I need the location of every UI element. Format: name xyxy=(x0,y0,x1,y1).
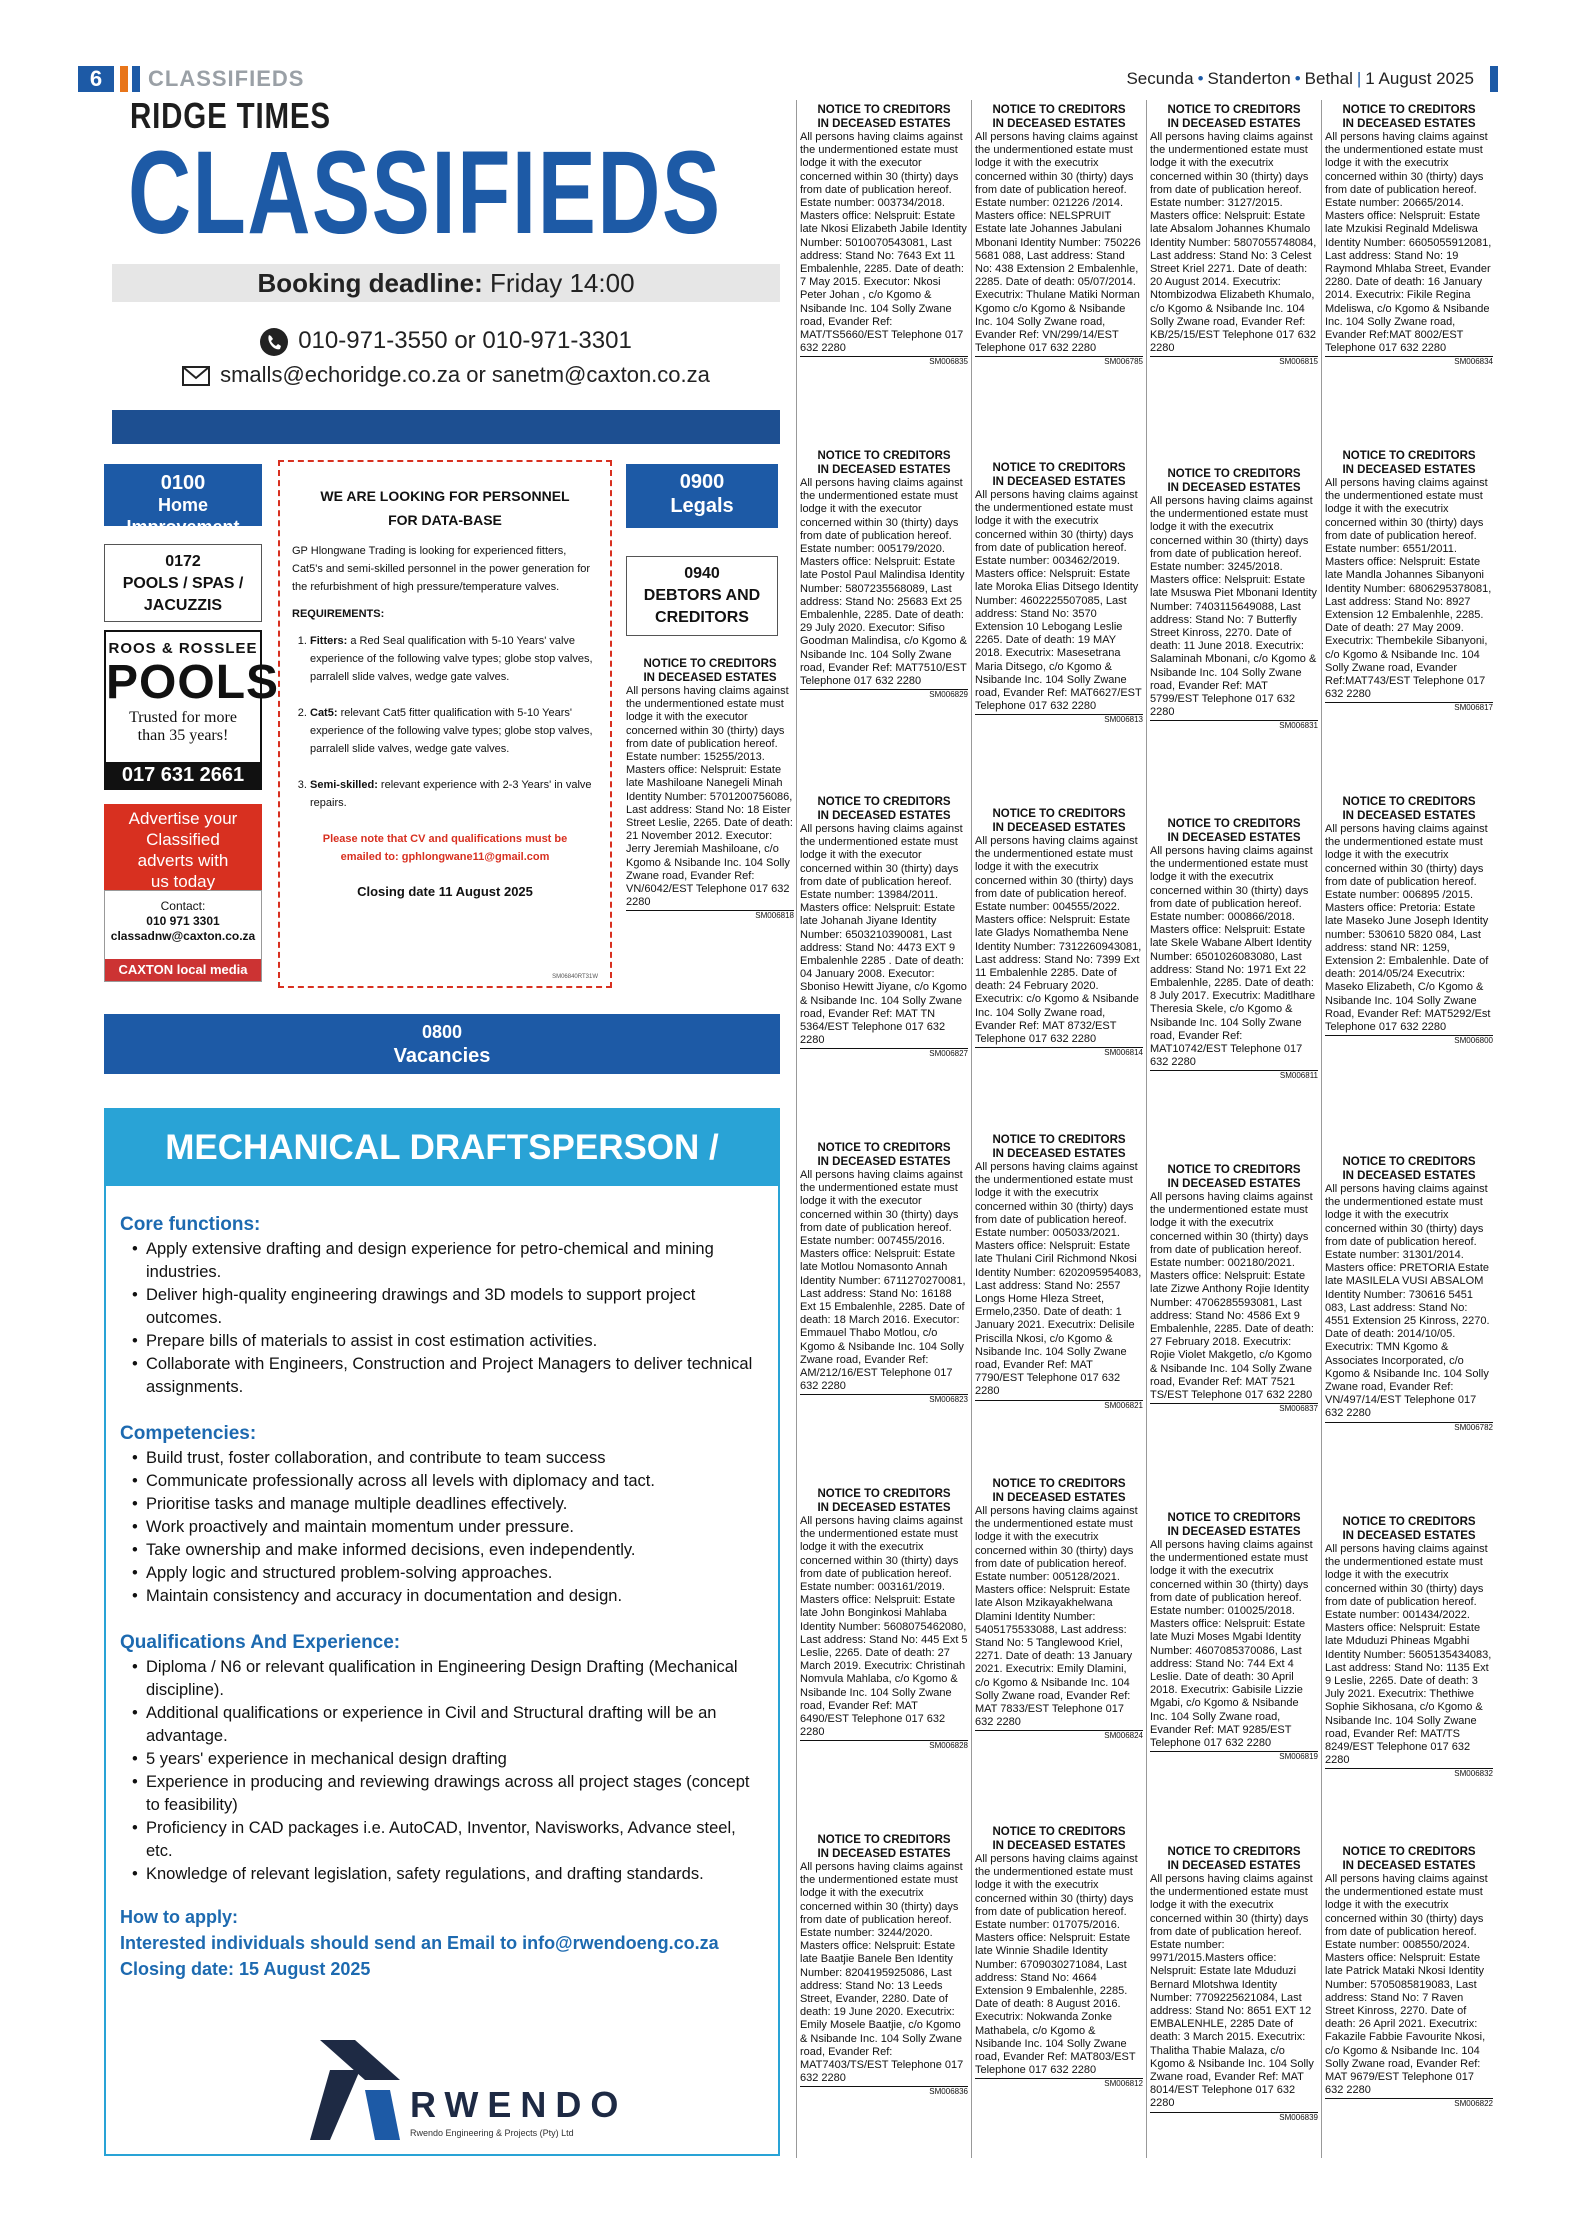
creditor-notice xyxy=(975,1134,1143,1411)
notice-text: All persons having claims against the undermentioned estate must lodge it with the executrix concerned within 30 (thirty) days from date of publication hereof. Estate number: 021226 /2014. Masters office: NELSPRUIT Estate late Johannes Jabulani Mbonani Identity Number: 750226 5681 088, Last address: Stand No: 438 Extension 2 Embalenhle, 2285. Date of death: 05/07/2014. Executrix: Thulane Matiki Norman Kgomo c/o Kgomo & Nsibande Inc. 104 Solly Zwane road, Evander Ref: VN/299/14/EST Telephone 017 632 2280 xyxy=(975,131,1141,355)
notice-text: All persons having claims against the undermentioned estate must lodge it with the executrix concerned within 30 (thirty) days from date of publication hereof. Estate number: 008550/2024. Masters office: Nelspruit: Estate late Patrick Mataki Nkosi Identity Number: 5705085819083, Last address: Stand No: 7 Raven Street Kinross, 2270. Date of death: 26 April 2021. Executrix: Fakazile Fabbie Favourite Nkosi, c/o Kgomo & Nsibande Inc. 104 Solly Zwane road, Evander Ref: MAT 9679/EST Telephone 017 632 2280 xyxy=(1325,1873,1488,2097)
index-code: 0172 xyxy=(165,553,201,570)
notice-code: SM006811 xyxy=(1150,1070,1318,1081)
notice-code: SM006831 xyxy=(1150,720,1318,731)
column-rule xyxy=(796,100,797,2158)
notice-code: SM006812 xyxy=(975,2078,1143,2089)
notice-heading: NOTICE TO CREDITORS xyxy=(1342,450,1476,462)
notice-text: All persons having claims against the undermentioned estate must lodge it with the executor concerned within 30 (thirty) days from date of publication hereof. Estate number: 007455/2016. Masters office: Nelspruit: Estate late Motlou Nomasonto Annah Identity Number: 6711270270081, Last address: Stand No: 16188 Ext 15 Embalenhle, 2285. Date of death: 18 March 2016. Executor: Emmauel Thabo Motlou, c/o Kgomo & Nsibande Inc. 104 Solly Zwane road, Evander Ref: AM/212/16/EST Telephone 017 632 2280 xyxy=(800,1169,966,1393)
notice-code: SM006817 xyxy=(1325,702,1493,713)
qualification-item: • Additional qualifications or experience in Civil and Structural drafting will be an advantage. xyxy=(136,1702,764,1748)
email-addresses[interactable]: smalls@echoridge.co.za or sanetm@caxton.co.za xyxy=(220,362,710,387)
contact-emails xyxy=(112,358,780,392)
notice-text: All persons having claims against the undermentioned estate must lodge it with the executrix concerned within 30 (thirty) days from date of publication hereof. Estate number: 005128/2021. Masters office: Nelspruit: Estate late Alson Mzikayakhelwana Dlamini Identity Number: 5405175533088, Last address: Stand No: 5 Tanglewood Kriel, 2271. Date of death: 13 January 2021. Executrix: Emily Dlamini, c/o Kgomo & Nsibande Inc. 104 Solly Zwane road, Evander Ref: MAT 7833/EST Telephone 017 632 2280 xyxy=(975,1505,1138,1729)
booking-value: Friday 14:00 xyxy=(490,268,635,298)
apply-instruction[interactable]: Interested individuals should send an Email to info@rwendoeng.co.za xyxy=(120,1933,719,1953)
notice-code: SM006813 xyxy=(975,714,1143,725)
qualification-item: • 5 years' experience in mechanical design drafting xyxy=(136,1748,764,1771)
competency-item: • Prioritise tasks and manage multiple deadlines effectively. xyxy=(136,1493,764,1516)
core-item: • Deliver high-quality engineering drawings and 3D models to support project outcomes. xyxy=(136,1284,764,1330)
notice-text: All persons having claims against the undermentioned estate must lodge it with the executrix concerned within 30 (thirty) days from date of publication hereof. Estate number: 001434/2022. Masters office: Nelspruit: Estate late Mduduzi Phineas Mgabhi Identity Number: 5605135434083, Last address: Stand No: 1135 Ext 9 Leslie, 2265. Date of death: 3 July 2021. Executrix: Thethiwe Sophie Sikhosana, c/o Kgomo & Nsibande Inc. 104 Solly Zwane road, Evander Ref: MAT/TS 8249/EST Telephone 017 632 2280 xyxy=(1325,1543,1492,1767)
notice-code: SM006814 xyxy=(975,1047,1143,1058)
notice-code: SM006837 xyxy=(1150,1403,1318,1414)
notice-heading: NOTICE TO CREDITORS xyxy=(992,1134,1126,1146)
classifieds-title: CLASSIFIEDS xyxy=(128,127,722,259)
contact-label: Contact: xyxy=(160,899,206,913)
core-item: • Collaborate with Engineers, Construction and Project Managers to deliver technical assignments. xyxy=(136,1353,764,1399)
qualification-item: • Experience in producing and reviewing drawings across all project stages (concept to feasibility) xyxy=(136,1771,764,1817)
notice-text: All persons having claims against the undermentioned estate must lodge it with the executor concerned within 30 (thirty) days from date of publication hereof. Estate number: 15255/2013. Masters office: Nelspruit: Estate late Mashiloane Nanegeli Minah Identity Number: 5701200756086, Last address: Stand No: 18 Eister Street Leslie, 2265. Date of death: 21 November 2012. Executor: Jerry Jeremiah Mashiloane, c/o Kgomo & Nsibande Inc. 104 Solly Zwane road, Evander Ref: VN/6042/EST Telephone 017 632 2280 xyxy=(626,685,793,909)
job-advert xyxy=(104,1108,780,2156)
notice-heading: NOTICE TO CREDITORS xyxy=(817,450,951,462)
notice-code: SM006835 xyxy=(800,356,968,367)
index-code: 0940 xyxy=(684,565,720,582)
notice-code: SM006832 xyxy=(1325,1768,1493,1779)
notice-code: SM006836 xyxy=(800,2086,968,2097)
notice-text: All persons having claims against the undermentioned estate must lodge it with the executor concerned within 30 (thirty) days from date of publication hereof. Estate number: 003734/2018. Masters office: Nelspruit: Estate late Nkosi Elizabeth Jabile Identity Number: 5010070543081, Last address: Stand No: 7643 Ext 11 Embalenhle, 2285. Date of death: 7 May 2015. Executor: Nkosi Peter Johan , c/o Kgomo & Nsibande Inc. 104 Solly Zwane road, Evander Ref: MAT/TS5660/EST Telephone 017 632 2280 xyxy=(800,131,967,355)
advertise-line: Classified xyxy=(146,830,220,849)
notice-code: SM006815 xyxy=(1150,356,1318,367)
notice-text: All persons having claims against the undermentioned estate must lodge it with the executrix concerned within 30 (thirty) days from date of publication hereof. Estate number: 3127/2015. Masters office: Nelspruit: Estate late Absalom Johannes Khumalo Identity Number: 5807055748084, Last address: Stand No: 3 Celest Street Kriel 2271. Date of death: 20 August 2014. Executrix: Ntombizodwa Elizabeth Khumalo, c/o Kgomo & Nsibande Inc. 104 Solly Zwane road, Evander Ref: KB/25/15/EST Telephone 017 632 2280 xyxy=(1150,131,1317,355)
notice-text: All persons having claims against the undermentioned estate must lodge it with the executrix concerned within 30 (thirty) days from date of publication hereof. Estate number: 3244/2020. Masters office: Nelspruit: Estate late Baatjie Banele Ben Identity Number: 8204195925086, Last address: Stand No: 13 Leeds Street, Evander, 2280. Date of death: 19 June 2020. Executrix: Emily Mosele Baatjie, c/o Kgomo & Nsibande Inc. 104 Solly Zwane road, Evander Ref: MAT7403/TS/EST Telephone 017 632 2280 xyxy=(800,1861,964,2085)
notice-heading: IN DECEASED ESTATES xyxy=(817,1847,951,1860)
creditor-notice xyxy=(1325,1156,1493,1433)
index-label: DEBTORS AND xyxy=(643,587,761,604)
notice-heading: IN DECEASED ESTATES xyxy=(1167,1859,1301,1872)
notice-text: All persons having claims against the undermentioned estate must lodge it with the executrix concerned within 30 (thirty) days from date of publication hereof. Estate number: 006895 /2015. Masters office: Pretoria: Estate late Maseko June Joseph Identity number: 530610 5820 084, Last address: stand NR: 1259, Extension 2: Embalenhle. Date of death: 2014/05/24 Executrix: Maseko Elizabeth, C/o Kgomo & Nsibande Inc. 104 Solly Zwane Road, Evander Ref: MAT5292/Est Telephone 017 632 2280 xyxy=(1325,823,1491,1034)
index-pools xyxy=(104,544,262,622)
notice-heading: NOTICE TO CREDITORS xyxy=(992,808,1126,820)
qualification-item: • Proficiency in CAD packages i.e. AutoCAD, Inventor, Navisworks, Advance steel, etc. xyxy=(136,1817,764,1863)
notice-heading: IN DECEASED ESTATES xyxy=(817,1501,951,1514)
notice-heading: NOTICE TO CREDITORS xyxy=(1167,818,1301,830)
issue-date: 1 August 2025 xyxy=(1365,69,1474,88)
core-heading: Core functions: xyxy=(120,1214,261,1235)
notice-heading: IN DECEASED ESTATES xyxy=(817,1155,951,1168)
index-label: Home Improvement xyxy=(126,495,240,537)
index-debtors xyxy=(626,556,778,636)
booking-deadline xyxy=(112,264,780,302)
core-list xyxy=(120,1238,764,1399)
job-closing-date: Closing date: 15 August 2025 xyxy=(120,1959,371,1979)
personnel-advert xyxy=(278,460,612,988)
notice-heading: IN DECEASED ESTATES xyxy=(992,1491,1126,1504)
requirement-item: 3. Semi-skilled: relevant experience with 2-3 Years' in valve repairs. xyxy=(310,776,598,812)
notice-heading: IN DECEASED ESTATES xyxy=(1167,117,1301,130)
creditor-notice xyxy=(800,1834,968,2097)
index-label: POOLS / SPAS / xyxy=(122,575,244,592)
contact-email[interactable]: classadnw@caxton.co.za xyxy=(110,929,256,943)
creditor-notice xyxy=(1150,1846,1318,2123)
qualifications-heading: Qualifications And Experience: xyxy=(120,1632,401,1653)
core-item: • Apply extensive drafting and design experience for petro-chemical and mining industries. xyxy=(136,1238,764,1284)
notice-code: SM006829 xyxy=(800,689,968,700)
requirements-label: REQUIREMENTS: xyxy=(292,608,385,620)
edition-line: Secunda • Standerton • Bethal | 1 August 2025 xyxy=(1126,69,1474,88)
advertise-box xyxy=(104,804,262,890)
competency-item: • Apply logic and structured problem-solving approaches. xyxy=(136,1562,764,1585)
notice-heading: IN DECEASED ESTATES xyxy=(992,821,1126,834)
notice-heading: IN DECEASED ESTATES xyxy=(643,671,777,684)
notice-text: All persons having claims against the undermentioned estate must lodge it with the executrix concerned within 30 (thirty) days from date of publication hereof. Estate number: 000866/2018. Masters office: Nelspruit: Estate late Skele Wabane Albert Identity Number: 6501026083080, Last address: Stand No: 1971 Ext 22 Embalenhle, 2285. Date of death: 8 July 2017. Executrix: Maditlhare Theresia Skele, c/o Kgomo & Nsibande Inc. 104 Solly Zwane road, Evander Ref: MAT10742/EST Telephone 017 632 2280 xyxy=(1150,845,1316,1069)
notice-heading: IN DECEASED ESTATES xyxy=(1342,463,1476,476)
notice-heading: NOTICE TO CREDITORS xyxy=(992,1478,1126,1490)
accent-bar-orange xyxy=(120,66,128,92)
notice-text: All persons having claims against the undermentioned estate must lodge it with the executrix concerned within 30 (thirty) days from date of publication hereof. Estate number: 3245/2018. Masters office: Nelspruit: Estate late Msuswa Piet Mbonani Identity Number: 7403115649088, Last address: Stand No: 7 Butterfly Street Kinross, 2270. Date of death: 11 June 2018. Executrix: Salaminah Mbonani, c/o Kgomo & Nsibande Inc. 104 Solly Zwane road, Evander Ref: MAT 5799/EST Telephone 017 632 2280 xyxy=(1150,495,1317,719)
personnel-intro: GP Hlongwane Trading is looking for experienced fitters, Cat5's and semi-skilled personnel in the power generation for the refurbishment of high pressure/temperature valves. xyxy=(292,545,591,593)
notice-text: All persons having claims against the undermentioned estate must lodge it with the executor concerned within 30 (thirty) days from date of publication hereof. Estate number: 13984/2011. Masters office: Nelspruit: Estate late Johanah Jiyane Identity Number: 6503210390081, Last address: Stand No: 4473 EXT 9 Embalenhle 2285 . Date of death: 04 January 2008. Executor: Sboniso Hewitt Jiyane, c/o Kgomo & Nsibande Inc. 104 Solly Zwane road, Evander Ref: MAT TN 5364/EST Telephone 017 632 2280 xyxy=(800,823,967,1047)
pools-trust: than 35 years! xyxy=(137,727,229,744)
notice-code: SM006827 xyxy=(800,1048,968,1059)
notice-heading: NOTICE TO CREDITORS xyxy=(1167,104,1301,116)
core-item: • Prepare bills of materials to assist in cost estimation activities. xyxy=(136,1330,764,1353)
rwendo-wordmark: RWENDO xyxy=(410,2084,628,2125)
competency-item: • Take ownership and make informed decisions, even independently. xyxy=(136,1539,764,1562)
rwendo-r-icon xyxy=(310,2040,400,2140)
creditor-notice xyxy=(1150,104,1318,367)
notice-text: All persons having claims against the undermentioned estate must lodge it with the executrix concerned within 30 (thirty) days from date of publication hereof. Estate number: 017075/2016. Masters office: Nelspruit: Estate late Winnie Shadile Identity Number: 6709030271084, Last address: Stand No: 4664 Extension 9 Embalenhle, 2285. Date of death: 8 August 2016. Executrix: Nokwanda Zonke Mathabela, c/o Kgomo & Nsibande Inc. 104 Solly Zwane road, Evander Ref: MAT803/EST Telephone 017 632 2280 xyxy=(975,1853,1138,2077)
creditor-notice xyxy=(800,1142,968,1405)
creditor-notice xyxy=(800,104,968,367)
notice-heading: IN DECEASED ESTATES xyxy=(1342,1169,1476,1182)
notice-heading: NOTICE TO CREDITORS xyxy=(1342,1846,1476,1858)
creditor-notice xyxy=(975,1478,1143,1741)
pools-brand: POOLS xyxy=(106,656,280,709)
notice-text: All persons having claims against the undermentioned estate must lodge it with the executrix concerned within 30 (thirty) days from date of publication hereof. Estate number: 002180/2021. Masters office: Nelspruit: Estate late Zizwe Anthony Rojie Identity Number: 4706285593081, Last address: Stand No: 4586 Ext 9 Embalenhle, 2285. Date of death: 27 February 2018. Executrix: Rojie Violet Makgetlo, c/o Kgomo & Nsibande Inc. 104 Solly Zwane road, Evander Ref: MAT 7521 TS/EST Telephone 017 632 2280 xyxy=(1150,1191,1314,1402)
paper-name: RIDGE TIMES xyxy=(130,95,331,136)
notice-heading: IN DECEASED ESTATES xyxy=(1167,831,1301,844)
notice-heading: NOTICE TO CREDITORS xyxy=(1167,1512,1301,1524)
index-label: Vacancies xyxy=(393,1045,491,1067)
index-code: 0900 xyxy=(679,471,725,493)
notice-heading: NOTICE TO CREDITORS xyxy=(817,1834,951,1846)
qualification-item: • Knowledge of relevant legislation, safety regulations, and drafting standards. xyxy=(136,1863,764,1886)
creditor-notice xyxy=(1150,818,1318,1081)
notice-code: SM006839 xyxy=(1150,2112,1318,2123)
cv-note: Please note that CV and qualifications must be xyxy=(322,833,568,845)
notice-heading: IN DECEASED ESTATES xyxy=(1342,1859,1476,1872)
creditor-notice xyxy=(800,796,968,1059)
notice-text: All persons having claims against the undermentioned estate must lodge it with the executor concerned within 30 (thirty) days from date of publication hereof. Estate number: 005179/2020. Masters office: Nelspruit: Estate late Postol Paul Malindisa Identity Number: 5807235568089, Last address: Stand No: 25683 Ext 25 Embalenhle, 2285. Date of death: 29 July 2020. Executor: Sifiso Goodman Malindisa, c/o Kgomo & Nsibande Inc. 104 Solly Zwane road, Evander Ref: MAT7510/EST Telephone 017 632 2280 xyxy=(800,477,967,688)
notice-heading: IN DECEASED ESTATES xyxy=(817,809,951,822)
notice-heading: NOTICE TO CREDITORS xyxy=(992,1826,1126,1838)
creditor-notice xyxy=(800,1488,968,1751)
creditor-notice xyxy=(1325,1846,1493,2109)
creditor-notice xyxy=(975,808,1143,1058)
notice-text: All persons having claims against the undermentioned estate must lodge it with the executrix concerned within 30 (thirty) days from date of publication hereof. Estate number: 31301/2014. Masters office: PRETORIA Estate late MASILELA VUSI ABSALOM Identity Number: 730616 5451 083, Last address: Stand No: 4551 Extension 25 Kinross, 2270. Date of death: 2014/10/05. Executrix: TMN Kgomo & Associates Incorporated, c/o Kgomo & Nsibande Inc. 104 Solly Zwane road, Evander Ref: VN/497/14/EST Telephone 017 632 2280 xyxy=(1325,1183,1490,1420)
competency-item: • Work proactively and maintain momentum under pressure. xyxy=(136,1516,764,1539)
job-title: MECHANICAL DRAFTSPERSON / DESIGNER xyxy=(106,1110,778,1186)
caxton-logo: CAXTON local media xyxy=(105,959,261,981)
notice-heading: NOTICE TO CREDITORS xyxy=(1342,1156,1476,1168)
section-name: CLASSIFIEDS xyxy=(148,66,305,91)
booking-label: Booking deadline: xyxy=(257,268,483,298)
phone-numbers[interactable]: 010-971-3550 or 010-971-3301 xyxy=(298,327,632,354)
requirement-item: 1. Fitters: a Red Seal qualification with 5-10 Years' valve experience of the following valve types; globe stop valves, parralell slide valves, wedge gate valves. xyxy=(310,632,598,686)
notice-heading: NOTICE TO CREDITORS xyxy=(1167,468,1301,480)
advertise-line: adverts with xyxy=(137,851,229,870)
personnel-heading: WE ARE LOOKING FOR PERSONNEL xyxy=(320,488,570,504)
creditor-notice xyxy=(975,1826,1143,2089)
index-code: 0800 xyxy=(421,1022,463,1042)
accent-bar-right xyxy=(1490,66,1498,92)
competency-item: • Maintain consistency and accuracy in documentation and design. xyxy=(136,1585,764,1608)
column-rule xyxy=(971,100,972,2158)
notice-heading: NOTICE TO CREDITORS xyxy=(1342,1516,1476,1528)
notice-heading: IN DECEASED ESTATES xyxy=(1167,481,1301,494)
creditor-notice xyxy=(1325,450,1493,713)
notice-heading: NOTICE TO CREDITORS xyxy=(1167,1846,1301,1858)
notice-heading: IN DECEASED ESTATES xyxy=(817,463,951,476)
creditor-notice xyxy=(626,658,794,921)
notice-heading: NOTICE TO CREDITORS xyxy=(1342,796,1476,808)
creditor-notice xyxy=(1325,796,1493,1046)
creditor-notice xyxy=(1150,468,1318,731)
creditor-notice xyxy=(800,450,968,700)
notice-code: SM006818 xyxy=(626,910,794,921)
pools-advert xyxy=(104,630,280,790)
index-label: JACUZZIS xyxy=(143,597,223,614)
index-home-improvement xyxy=(104,464,262,537)
personnel-heading: FOR DATA-BASE xyxy=(388,512,502,528)
contact-phone: 010 971 3301 xyxy=(146,914,220,928)
qualification-item: • Diploma / N6 or relevant qualification in Engineering Design Drafting (Mechanical discipline). xyxy=(136,1656,764,1702)
notice-heading: IN DECEASED ESTATES xyxy=(992,1147,1126,1160)
edition-town: Standerton xyxy=(1207,69,1291,88)
notice-code: SM006821 xyxy=(975,1400,1143,1411)
notice-code: SM006823 xyxy=(800,1394,968,1405)
contact-phones xyxy=(112,324,780,358)
notice-heading: NOTICE TO CREDITORS xyxy=(1167,1164,1301,1176)
notice-code: SM006824 xyxy=(975,1730,1143,1741)
notice-heading: IN DECEASED ESTATES xyxy=(1167,1177,1301,1190)
creditor-notice xyxy=(975,462,1143,725)
page-header xyxy=(78,66,1498,92)
page-number: 6 xyxy=(78,66,114,92)
notice-heading: NOTICE TO CREDITORS xyxy=(817,1142,951,1154)
notice-heading: IN DECEASED ESTATES xyxy=(817,117,951,130)
pools-brand-top: ROOS & ROSSLEE xyxy=(108,640,258,657)
creditor-notice xyxy=(1325,1516,1493,1779)
notice-text: All persons having claims against the undermentioned estate must lodge it with the executrix concerned within 30 (thirty) days from date of publication hereof. Estate number: 010025/2018. Masters office: Nelspruit: Estate late Muzi Moses Mgabi Identity Number: 4607085370086, Last address: Stand No: 744 Ext 4 Leslie. Date of death: 30 April 2018. Executrix: Gabisile Lizzie Mgabi, c/o Kgomo & Nsibande Inc. 104 Solly Zwane road, Evander Ref: MAT 9285/EST Telephone 017 632 2280 xyxy=(1150,1539,1313,1750)
apply-heading: How to apply: xyxy=(120,1907,238,1927)
advertise-contact xyxy=(104,890,262,982)
accent-bar-blue xyxy=(132,66,140,92)
creditor-notice xyxy=(1150,1164,1318,1414)
qualifications-list xyxy=(120,1656,764,1886)
cv-email[interactable]: emailed to: gphlongwane11@gmail.com xyxy=(340,851,550,863)
notice-text: All persons having claims against the undermentioned estate must lodge it with the executrix concerned within 30 (thirty) days from date of publication hereof. Estate number: 003161/2019. Masters office: Nelspruit: Estate late John Bonginkosi Mahlaba Identity Number: 5608075462080, Last address: Stand No: 445 Ext 5 Leslie, 2265. Date of death: 27 March 2019. Executrix: Christinah Nomvula Mahlaba, c/o Kgomo & Nsibande Inc. 104 Solly Zwane road, Evander Ref: MAT 6490/EST Telephone 017 632 2280 xyxy=(800,1515,968,1739)
notice-heading: NOTICE TO CREDITORS xyxy=(817,1488,951,1500)
notice-text: All persons having claims against the undermentioned estate must lodge it with the executrix concerned within 30 (thirty) days from date of publication hereof. Estate number: 6551/2011. Masters office: Nelspruit: Estate late Mandla Johannes Sibanyoni Identity Number: 6806295378081, Last address: Stand No: 8927 Extension 12 Embalenhle, 2285. Date of death: 27 May 2009. Executrix: Thembekile Sibanyoni, c/o Kgomo & Nsibande Inc. 104 Solly Zwane road, Evander Ref:MAT743/EST Telephone 017 632 2280 xyxy=(1325,477,1492,701)
notice-code: SM006785 xyxy=(975,356,1143,367)
advertise-line: us today xyxy=(150,872,216,891)
notice-heading: NOTICE TO CREDITORS xyxy=(817,104,951,116)
creditor-notice xyxy=(975,104,1143,367)
notice-heading: IN DECEASED ESTATES xyxy=(992,1839,1126,1852)
notice-code: SM006800 xyxy=(1325,1035,1493,1046)
competency-item: • Build trust, foster collaboration, and contribute to team success xyxy=(136,1447,764,1470)
index-label: Legals xyxy=(670,495,734,517)
competencies-heading: Competencies: xyxy=(120,1423,257,1444)
notice-code: SM006822 xyxy=(1325,2098,1493,2109)
notice-heading: IN DECEASED ESTATES xyxy=(992,475,1126,488)
notice-text: All persons having claims against the undermentioned estate must lodge it with the executrix concerned within 30 (thirty) days from date of publication hereof. Estate number: 9971/2015.Masters office: Nelspruit: Estate late Mduduzi Bernard Mlotshwa Identity Number: 7709225621084, Last address: Stand No: 8651 EXT 12 EMBALENHLE, 2285 Date of death: 3 March 2015. Executrix: Thalitha Thabie Malaza, c/o Kgomo & Nsibande Inc. 104 Solly Zwane road, Evander Ref: MAT 8014/EST Telephone 017 632 2280 xyxy=(1150,1873,1314,2110)
column-rule xyxy=(1321,100,1322,2158)
notice-code: SM006782 xyxy=(1325,1422,1493,1433)
competency-item: • Communicate professionally across all levels with diplomacy and tact. xyxy=(136,1470,764,1493)
index-code: 0100 xyxy=(160,472,206,494)
notice-text: All persons having claims against the undermentioned estate must lodge it with the executrix concerned within 30 (thirty) days from date of publication hereof. Estate number: 20665/2014. Masters office: Nelspruit: Estate late Mzukisi Reginald Mdeliswa Identity Number: 6605055912081, Last address: Stand No: 19 Raymond Mhlaba Street, Evander 2280. Date of death: 16 January 2014. Executrix: Fikile Regina Mdeliswa, c/o Kgomo & Nsibande Inc. 104 Solly Zwane road, Evander Ref:MAT 8002/EST Telephone 017 632 2280 xyxy=(1325,131,1492,355)
header-band xyxy=(112,410,780,444)
creditor-notice xyxy=(1325,104,1493,367)
notice-text: All persons having claims against the undermentioned estate must lodge it with the executrix concerned within 30 (thirty) days from date of publication hereof. Estate number: 004555/2022. Masters office: Nelspruit: Estate late Gladys Nomathemba Nene Identity Number: 7312260943081, Last address: Stand No: 7399 Ext 11 Embalenhle 2285. Date of death: 24 February 2020. Executrix: c/o Kgomo & Nsibande Inc. 104 Solly Zwane road, Evander Ref: MAT 8732/EST Telephone 017 632 2280 xyxy=(975,835,1142,1046)
index-vacancies xyxy=(104,1014,780,1074)
notice-text: All persons having claims against the undermentioned estate must lodge it with the executrix concerned within 30 (thirty) days from date of publication hereof. Estate number: 005033/2021. Masters office: Nelspruit: Estate late Thulani Ciril Richmond Nkosi Identity Number: 6202095954083, Last address: Stand No: 2557 Longs Home Hleza Street, Ermelo,2350. Date of death: 1 January 2021. Executrix: Delisile Priscilla Nkosi, c/o Kgomo & Nsibande Inc. 104 Solly Zwane road, Evander Ref: MAT 7790/EST Telephone 017 632 2280 xyxy=(975,1161,1142,1398)
competencies-list xyxy=(120,1447,764,1608)
notice-heading: NOTICE TO CREDITORS xyxy=(643,658,777,670)
notice-heading: IN DECEASED ESTATES xyxy=(1342,809,1476,822)
index-label: CREDITORS xyxy=(655,609,749,626)
edition-town: Secunda xyxy=(1126,69,1194,88)
rwendo-company-name: Rwendo Engineering & Projects (Pty) Ltd xyxy=(410,2128,574,2138)
notice-code: SM006834 xyxy=(1325,356,1493,367)
notice-heading: IN DECEASED ESTATES xyxy=(1342,117,1476,130)
rwendo-logo xyxy=(310,2040,730,2140)
requirement-item: 2. Cat5: relevant Cat5 fitter qualification with 5-10 Years' experience of the following valve types; globe stop valves, parralell slide valves, wedge gate valves. xyxy=(310,704,598,758)
notice-heading: IN DECEASED ESTATES xyxy=(992,117,1126,130)
notice-heading: IN DECEASED ESTATES xyxy=(1342,1529,1476,1542)
notice-heading: NOTICE TO CREDITORS xyxy=(992,104,1126,116)
notice-code: SM006828 xyxy=(800,1740,968,1751)
column-rule xyxy=(1146,100,1147,2158)
pools-trust: Trusted for more xyxy=(129,709,237,726)
requirements-list xyxy=(292,632,598,812)
notice-code: SM006819 xyxy=(1150,1751,1318,1762)
phone-icon xyxy=(260,328,288,356)
advertise-line: Advertise your xyxy=(128,809,238,828)
notice-text: All persons having claims against the undermentioned estate must lodge it with the executrix concerned within 30 (thirty) days from date of publication hereof. Estate number: 003462/2019. Masters office: Nelspruit: Estate late Moroka Elias Ditsego Identity Number: 4602225507085, Last address: Stand No: 3570 Extension 10 Lebogang Leslie 2265. Date of death: 19 MAY 2018. Executrix: Masesetrana Maria Ditsego, c/o Kgomo & Nsibande Inc. 104 Solly Zwane road, Evander Ref: MAT6627/EST Telephone 017 632 2280 xyxy=(975,489,1142,713)
notice-heading: IN DECEASED ESTATES xyxy=(1167,1525,1301,1538)
closing-date: Closing date 11 August 2025 xyxy=(357,884,533,899)
notice-heading: NOTICE TO CREDITORS xyxy=(992,462,1126,474)
notice-heading: NOTICE TO CREDITORS xyxy=(817,796,951,808)
ad-reference: SM06840RT31W xyxy=(552,974,598,980)
notice-heading: NOTICE TO CREDITORS xyxy=(1342,104,1476,116)
index-legals xyxy=(626,464,778,528)
pools-phone: 017 631 2661 xyxy=(106,762,260,788)
creditor-notice xyxy=(1150,1512,1318,1762)
mail-icon xyxy=(182,366,210,386)
edition-town: Bethal xyxy=(1304,69,1353,88)
